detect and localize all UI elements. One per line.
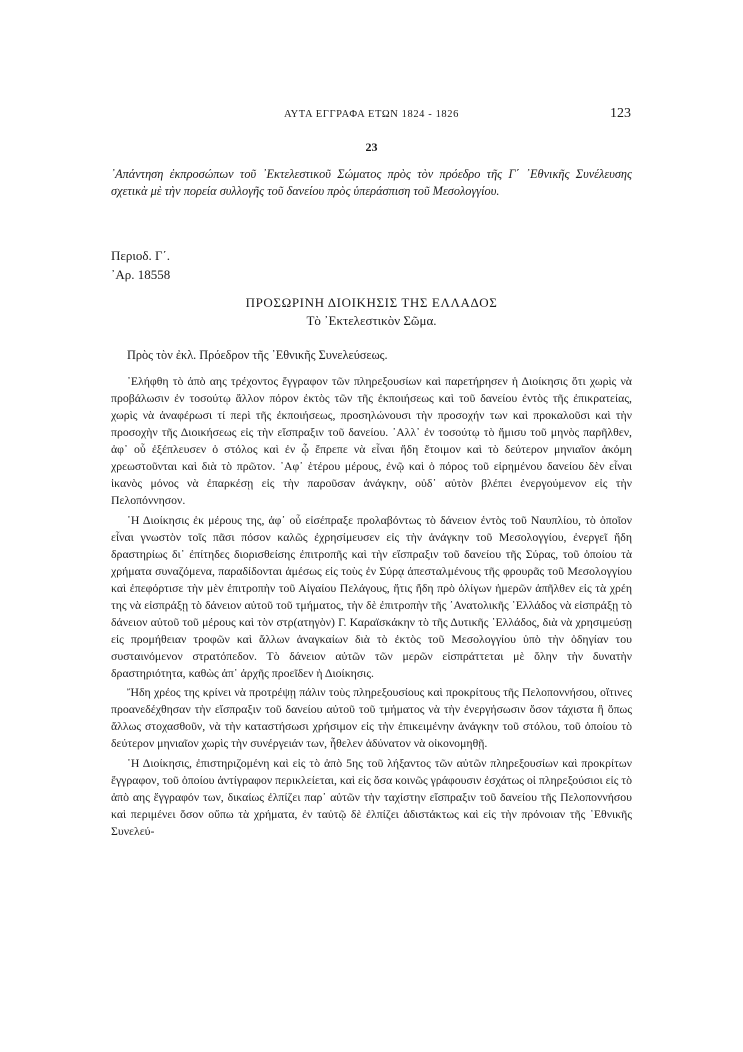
archive-reference	[111, 246, 170, 284]
salutation: Πρὸς τὸν ἐκλ. Πρόεδρον τῆς ᾿Εθνικῆς Συνελεύσεως.	[127, 348, 388, 362]
page-number: 123	[610, 106, 631, 121]
paragraph: ῾Η Διοίκησις ἐκ μέρους της, ἀφ᾿ οὗ εἰσέπραξε προλαβόντως τὸ δάνειον ἐντὸς τοῦ Ναυπλίου, τὸ ὁποῖον εἶναι γνωστὸν τοῖς πᾶσι πόσον καλῶς ἐχρησίμευσεν εἰς τὴν ἀνάγκην τοῦ Μεσολογγίου, ἐνεργεῖ ἤδη δραστηρίως δι᾿ ἐπίτηδες διορισθείσης ἐπιτροπῆς καὶ τὴν εἴσπραξιν τοῦ δανείου τῆς Σύρας, τοῦ ὁποίου τὰ χρήματα συναζόμενα, παραδίδονται ἀμέσως εἰς τοὺς ἐν Σύρᾳ ἀπεσταλμένους τῆς φρουρᾶς τοῦ Μεσολογγίου καὶ ἐπεφόρτισε τὴν μὲν ἐπιτροπὴν τοῦ Αἰγαίου Πελάγους, ἥτις ἤδη πρὸ ὀλίγων ἡμερῶν ἀπῆλθεν εἰς τὰ χρέη της νὰ εἰσπράξῃ τὸ δάνειον αὐτοῦ τοῦ τμήματος, τὴν δὲ ἐπιτροπὴν τῆς ᾿Ανατολικῆς ῾Ελλάδος νὰ εἰσπράξῃ τὸ δάνειον αὐτοῦ τοῦ μέρους καὶ τὸν στρ(ατηγὸν) Γ. Καραϊσκάκην τὸ τῆς Δυτικῆς ῾Ελλάδος, διὰ νὰ χρησιμεύσῃ εἰς προμήθειαν τροφῶν καὶ ἄλλων ἀναγκαίων διὰ τὸ ἐκτὸς τοῦ Μεσολογγίου ὑπὸ τὴν ὁδηγίαν του συσταινόμενον στρατόπεδον. Τὸ δάνειον αὐτῶν τῶν μερῶν εἰσπράττεται μὲ ὅλην τὴν δυνατὴν δραστηριότητα, καθὼς ἀπ᾿ ἀρχῆς προεῖδεν ἡ Διοίκησις.	[111, 512, 632, 680]
authority-title: ΠΡΟΣΩΡΙΝΗ ΔΙΟΙΚΗΣΙΣ ΤΗΣ ΕΛΛΑΔΟΣ	[245, 295, 498, 310]
paragraph: Ἤδη χρέος της κρίνει νὰ προτρέψῃ πάλιν τοὺς πληρεξουσίους καὶ προκρίτους τῆς Πελοποννήσου, οἵτινες προανεδέχθησαν τὴν εἴσπραξιν τοῦ δανείου αὐτοῦ τοῦ τμήματος νὰ τὴν ἐνεργήσωσιν ὅσον τάχιστα ἢ ὅπως ἄλλως στοχασθοῦν, νὰ τὴν καταστήσωσι χρήσιμον εἰς τὴν ἐπικειμένην ἀνάγκην τοῦ στόλου, τοῦ ὁποίου τὸ δεύτερον μηνιαῖον χωρὶς τὴν συνέργειάν των, ἦθελεν ἀδύνατον νὰ οἰκονομηθῇ.	[111, 685, 632, 750]
archive-number: ᾿Αρ. 18558	[111, 267, 171, 282]
letter-body	[111, 373, 632, 842]
authority-subtitle: Τὸ ᾿Εκτελεστικὸν Σῶμα.	[306, 313, 437, 328]
document-number: 23	[365, 140, 378, 154]
running-header	[0, 106, 743, 126]
archive-period: Περιοδ. Γ΄.	[111, 248, 171, 263]
document-summary: ᾿Απάντηση ἐκπροσώπων τοῦ ᾿Εκτελεστικοῦ Σώματος πρὸς τὸν πρόεδρο τῆς Γ΄ ᾿Εθνικῆς Συνέλευσης σχετικὰ μὲ τὴν πορεία συλλογῆς τοῦ δανείου πρὸς ὑπεράσπιση τοῦ Μεσολογγίου.	[111, 167, 632, 199]
running-title: ΑΥΤΑ ΕΓΓΡΑΦΑ ΕΤΩΝ 1824 - 1826	[284, 109, 459, 120]
issuing-authority	[0, 294, 743, 330]
paragraph: ῾Η Διοίκησις, ἐπιστηριζομένη καὶ εἰς τὸ ἀπὸ 5ης τοῦ λήξαντος τῶν αὐτῶν πληρεξουσίων καὶ προκρίτων ἔγγραφον, τοῦ ὁποίου ἀντίγραφον περικλείεται, καὶ εἰς ὅσα κοινῶς γράφουσιν ἐσχάτως οἱ πληρεξούσιοι εἰς τὸ ἀπὸ αης ἔγγραφόν των, δικαίως ἐλπίζει παρ᾿ αὐτῶν τὴν ταχίστην εἴσπραξιν τοῦ δανείου τῆς Πελοποννήσου καὶ περιμένει ὅσον οὔπω τὰ χρήματα, ἐν ταὐτῷ δὲ ἐλπίζει ἀδιστάκτως καὶ εἰς τὴν πρόνοιαν τῆς ᾿Εθνικῆς Συνελεύ-	[111, 755, 632, 838]
paragraph: ᾿Ελήφθη τὸ ἀπὸ αης τρέχοντος ἔγγραφον τῶν πληρεξουσίων καὶ παρετήρησεν ἡ Διοίκησις ὅτι χωρὶς νὰ προβάλωσιν ἐν τοσούτῳ ἄλλον πόρον ἐκτὸς τῶν τῆς ἐκποιήσεως καὶ τοῦ δανείου ἐντὸς τῆς ἐπικρατείας, χωρὶς νὰ ἀναφέρωσι τί περὶ τῆς ἐκποιήσεως, προσηλώνουσι τὴν προσοχήν των καὶ προκαλοῦσι καὶ τὴν προσοχὴν τῆς Διοικήσεως εἰς τὴν εἴσπραξιν τοῦ δανείου. ᾿Αλλ᾿ ἐν τοσούτῳ τὸ ἥμισυ τοῦ μηνὸς παρῆλθεν, ἀφ᾿ οὗ ἐξέπλευσεν ὁ στόλος καὶ ἐν ᾧ ἔπρεπε νὰ εἶναι ἤδη ἕτοιμον καὶ τὸ δεύτερον μηνιαῖον ἀκόμη χρεωστοῦνται καὶ διὰ τὸ πρῶτον. ᾿Αφ᾿ ἑτέρου μέρους, ἐνῷ καὶ ὁ πόρος τοῦ εἰρημένου δανείου δὲν εἶναι ἱκανὸς μόνος νὰ ἐπαρκέσῃ εἰς τὴν παροῦσαν ἀνάγκην, οὐδ᾿ αὐτὸν βλέπει ἐνεργούμενον εἰς τὴν Πελοπόννησον.	[111, 374, 632, 507]
